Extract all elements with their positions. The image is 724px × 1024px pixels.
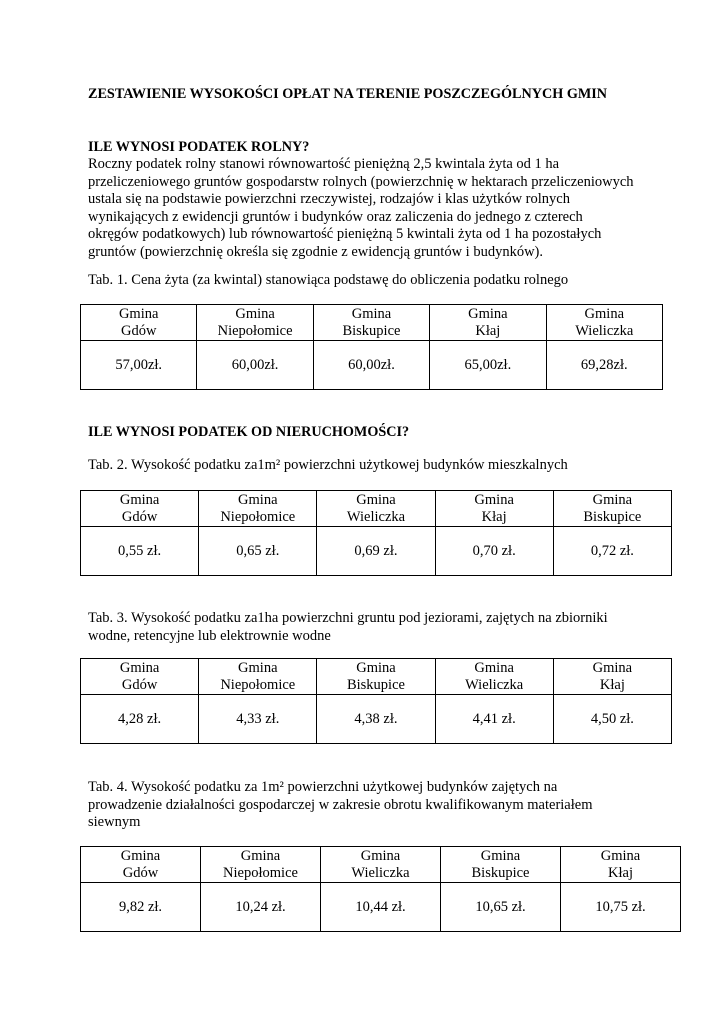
table-value-cell: 0,69 zł.: [317, 527, 435, 576]
table-value-row: [81, 883, 681, 932]
table4-caption: [88, 779, 592, 832]
intro-line: ustala się na podstawie powierzchni rzeczywistej, rodzajów i klas użytków rolnych: [88, 191, 570, 207]
table-value-cell: 4,28 zł.: [81, 695, 199, 744]
page-title: ZESTAWIENIE WYSOKOŚCI OPŁAT NA TERENIE POSZCZEGÓLNYCH GMIN: [88, 86, 608, 102]
table-header-cell: Gmina Niepołomice: [201, 847, 321, 883]
table-value-cell: 57,00zł.: [81, 341, 197, 390]
table-value-row: [81, 341, 663, 390]
table-header-cell: Gmina Kłaj: [435, 491, 553, 527]
table1-caption: Tab. 1. Cena żyta (za kwintal) stanowiąca podstawę do obliczenia podatku rolnego: [88, 272, 569, 288]
table-header-cell: Gmina Kłaj: [430, 305, 546, 341]
table-header-cell: Gmina Biskupice: [553, 491, 671, 527]
table-value-cell: 4,33 zł.: [199, 695, 317, 744]
table-value-cell: 4,38 zł.: [317, 695, 435, 744]
table-value-row: [81, 527, 672, 576]
water-land-tax-table: [80, 658, 672, 744]
table-value-cell: 0,70 zł.: [435, 527, 553, 576]
intro-line: wynikających z ewidencji gruntów i budynków oraz zaliczenia do jednego z czterech: [88, 208, 583, 225]
table-value-cell: 0,65 zł.: [199, 527, 317, 576]
table-header-cell: Gmina Gdów: [81, 305, 197, 341]
table-header-cell: Gmina Kłaj: [553, 659, 671, 695]
table-value-cell: 69,28zł.: [546, 341, 662, 390]
table-value-cell: 0,55 zł.: [81, 527, 199, 576]
intro-line: przeliczeniowego gruntów gospodarstw rolnych (powierzchnię w hektarach przeliczeniowych: [88, 173, 634, 190]
table-value-cell: 65,00zł.: [430, 341, 546, 390]
table-header-cell: Gmina Biskupice: [313, 305, 429, 341]
table-header-cell: Gmina Kłaj: [561, 847, 681, 883]
section-title-property-tax: ILE WYNOSI PODATEK OD NIERUCHOMOŚCI?: [88, 424, 410, 440]
residential-building-tax-table: [80, 490, 672, 576]
caption-line: Tab. 2. Wysokość podatku za1m² powierzchni użytkowej budynków mieszkalnych: [88, 457, 568, 473]
caption-line: siewnym: [88, 814, 141, 830]
table2-caption: [88, 457, 568, 475]
intro-paragraph: [88, 156, 634, 261]
table-value-cell: 4,50 zł.: [553, 695, 671, 744]
table-value-cell: 10,24 zł.: [201, 883, 321, 932]
commercial-seed-building-tax-table: [80, 846, 681, 932]
table-header-cell: Gmina Niepołomice: [197, 305, 313, 341]
table-value-cell: 0,72 zł.: [553, 527, 671, 576]
caption-line: Tab. 4. Wysokość podatku za 1m² powierzchni użytkowej budynków zajętych na: [88, 779, 558, 795]
table-header-row: [81, 491, 672, 527]
table-value-row: [81, 695, 672, 744]
section-title-agricultural-tax: ILE WYNOSI PODATEK ROLNY?: [88, 139, 310, 155]
table-header-cell: Gmina Niepołomice: [199, 491, 317, 527]
table-value-cell: 9,82 zł.: [81, 883, 201, 932]
table-value-cell: 10,75 zł.: [561, 883, 681, 932]
table-value-cell: 60,00zł.: [197, 341, 313, 390]
caption-line: Tab. 3. Wysokość podatku za1ha powierzchni gruntu pod jeziorami, zajętych na zbiorniki: [88, 610, 608, 626]
table-header-row: [81, 847, 681, 883]
table-value-cell: 4,41 zł.: [435, 695, 553, 744]
table-header-cell: Gmina Biskupice: [317, 659, 435, 695]
table-header-cell: Gmina Wieliczka: [317, 491, 435, 527]
table-header-cell: Gmina Niepołomice: [199, 659, 317, 695]
intro-line: Roczny podatek rolny stanowi równowartość pieniężną 2,5 kwintala żyta od 1 ha: [88, 156, 560, 172]
caption-line: wodne, retencyjne lub elektrownie wodne: [88, 627, 331, 644]
intro-line: gruntów (powierzchnię określa się zgodnie z ewidencją gruntów i budynków).: [88, 243, 544, 260]
intro-line: okręgów podatkowych) lub równowartość pieniężną 5 kwintali żyta od 1 ha pozostałych: [88, 226, 602, 242]
table-header-row: [81, 305, 663, 341]
caption-line: prowadzenie działalności gospodarczej w zakresie obrotu kwalifikowanym materiałem: [88, 796, 593, 813]
table-header-cell: Gmina Gdów: [81, 847, 201, 883]
table-header-cell: Gmina Biskupice: [441, 847, 561, 883]
table-value-cell: 10,65 zł.: [441, 883, 561, 932]
table-header-cell: Gmina Wieliczka: [546, 305, 662, 341]
table-value-cell: 10,44 zł.: [321, 883, 441, 932]
table-header-cell: Gmina Gdów: [81, 659, 199, 695]
table-header-cell: Gmina Wieliczka: [321, 847, 441, 883]
table-header-cell: Gmina Wieliczka: [435, 659, 553, 695]
table-header-cell: Gmina Gdów: [81, 491, 199, 527]
table3-caption: [88, 610, 608, 645]
table-value-cell: 60,00zł.: [313, 341, 429, 390]
rye-price-table: [80, 304, 663, 390]
table-header-row: [81, 659, 672, 695]
